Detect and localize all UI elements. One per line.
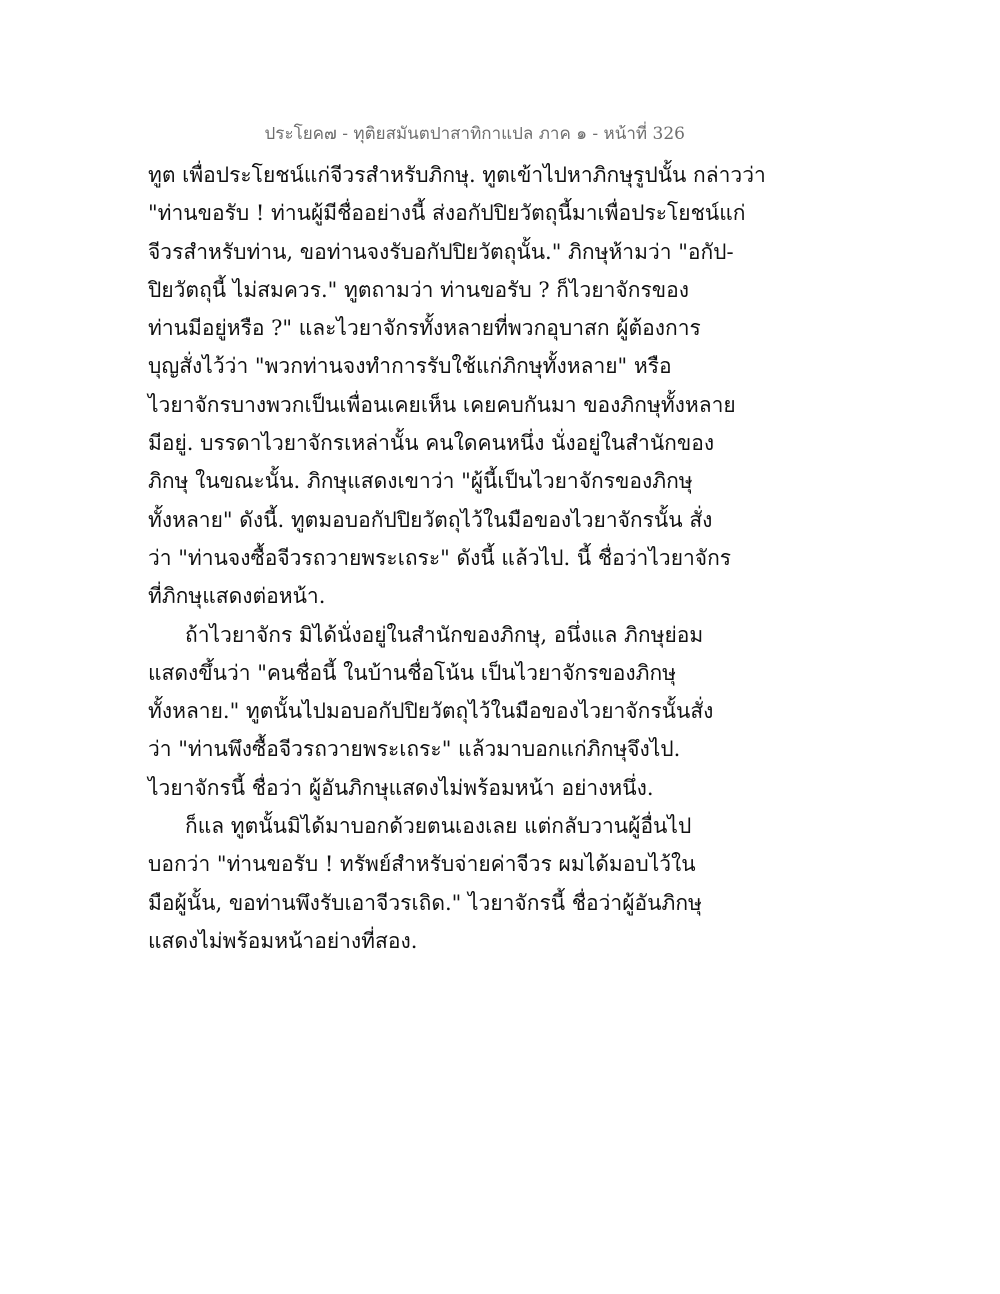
text-line: บอกว่า "ท่านขอรับ ! ทรัพย์สำหรับจ่ายค่าจีวร ผมได้มอบไว้ใน <box>148 852 696 877</box>
text-line: ท่านมีอยู่หรือ ?" และไวยาจักรทั้งหลายที่พวกอุบาสก ผู้ต้องการ <box>148 316 701 341</box>
paragraph-first-line: ถ้าไวยาจักร มิได้นั่งอยู่ในสำนักของภิกษุ, อนึ่งแล ภิกษุย่อม <box>185 622 704 647</box>
text-line: ว่า "ท่านจงซื้อจีวรถวายพระเถระ" ดังนี้ แล้วไป. นี้ ชื่อว่าไวยาจักร <box>148 545 732 570</box>
body-text <box>148 156 766 960</box>
text-line: ว่า "ท่านพึงซื้อจีวรถวายพระเถระ" แล้วมาบอกแก่ภิกษุจึงไป. <box>148 737 681 762</box>
text-line: "ท่านขอรับ ! ท่านผู้มีชื่ออย่างนี้ ส่งอกัปปิยวัตถุนี้มาเพื่อประโยชน์แก่ <box>148 201 746 226</box>
text-line: มือผู้นั้น, ขอท่านพึงรับเอาจีวรเถิด." ไวยาจักรนี้ ชื่อว่าผู้อันภิกษุ <box>148 890 702 915</box>
text-line: บุญสั่งไว้ว่า "พวกท่านจงทำการรับใช้แก่ภิกษุทั้งหลาย" หรือ <box>148 354 672 379</box>
text-line: ปิยวัตถุนี้ ไม่สมควร." ทูตถามว่า ท่านขอรับ ? ก็ไวยาจักรของ <box>148 277 689 302</box>
text-line: ทั้งหลาย." ทูตนั้นไปมอบอกัปปิยวัตถุไว้ในมือของไวยาจักรนั้นสั่ง <box>148 699 714 724</box>
running-header: ประโยค๗ - ทุติยสมันตปาสาทิกาแปล ภาค ๑ - หน้าที่ 326 <box>264 124 685 144</box>
text-line: ภิกษุ ในขณะนั้น. ภิกษุแสดงเขาว่า "ผู้นี้เป็นไวยาจักรของภิกษุ <box>148 469 693 494</box>
text-line: ทั้งหลาย" ดังนี้. ทูตมอบอกัปปิยวัตถุไว้ในมือของไวยาจักรนั้น สั่ง <box>148 507 713 532</box>
text-line: แสดงขึ้นว่า "คนชื่อนี้ ในบ้านชื่อโน้น เป็นไวยาจักรของภิกษุ <box>148 660 677 685</box>
text-line: ทูต เพื่อประโยชน์แก่จีวรสำหรับภิกษุ. ทูตเข้าไปหาภิกษุรูปนั้น กล่าวว่า <box>148 163 766 187</box>
text-line: จีวรสำหรับท่าน, ขอท่านจงรับอกัปปิยวัตถุนั้น." ภิกษุห้ามว่า "อกัป- <box>148 239 734 264</box>
text-line: มีอยู่. บรรดาไวยาจักรเหล่านั้น คนใดคนหนึ่ง นั่งอยู่ในสำนักของ <box>148 431 715 456</box>
paragraph-first-line: ก็แล ทูตนั้นมิได้มาบอกด้วยตนเองเลย แต่กลับวานผู้อื่นไป <box>185 814 692 839</box>
text-line: ที่ภิกษุแสดงต่อหน้า. <box>148 584 326 609</box>
text-line: ไวยาจักรบางพวกเป็นเพื่อนเคยเห็น เคยคบกันมา ของภิกษุทั้งหลาย <box>148 392 736 417</box>
text-line: แสดงไม่พร้อมหน้าอย่างที่สอง. <box>148 928 418 953</box>
text-line: ไวยาจักรนี้ ชื่อว่า ผู้อันภิกษุแสดงไม่พร้อมหน้า อย่างหนึ่ง. <box>148 775 654 800</box>
